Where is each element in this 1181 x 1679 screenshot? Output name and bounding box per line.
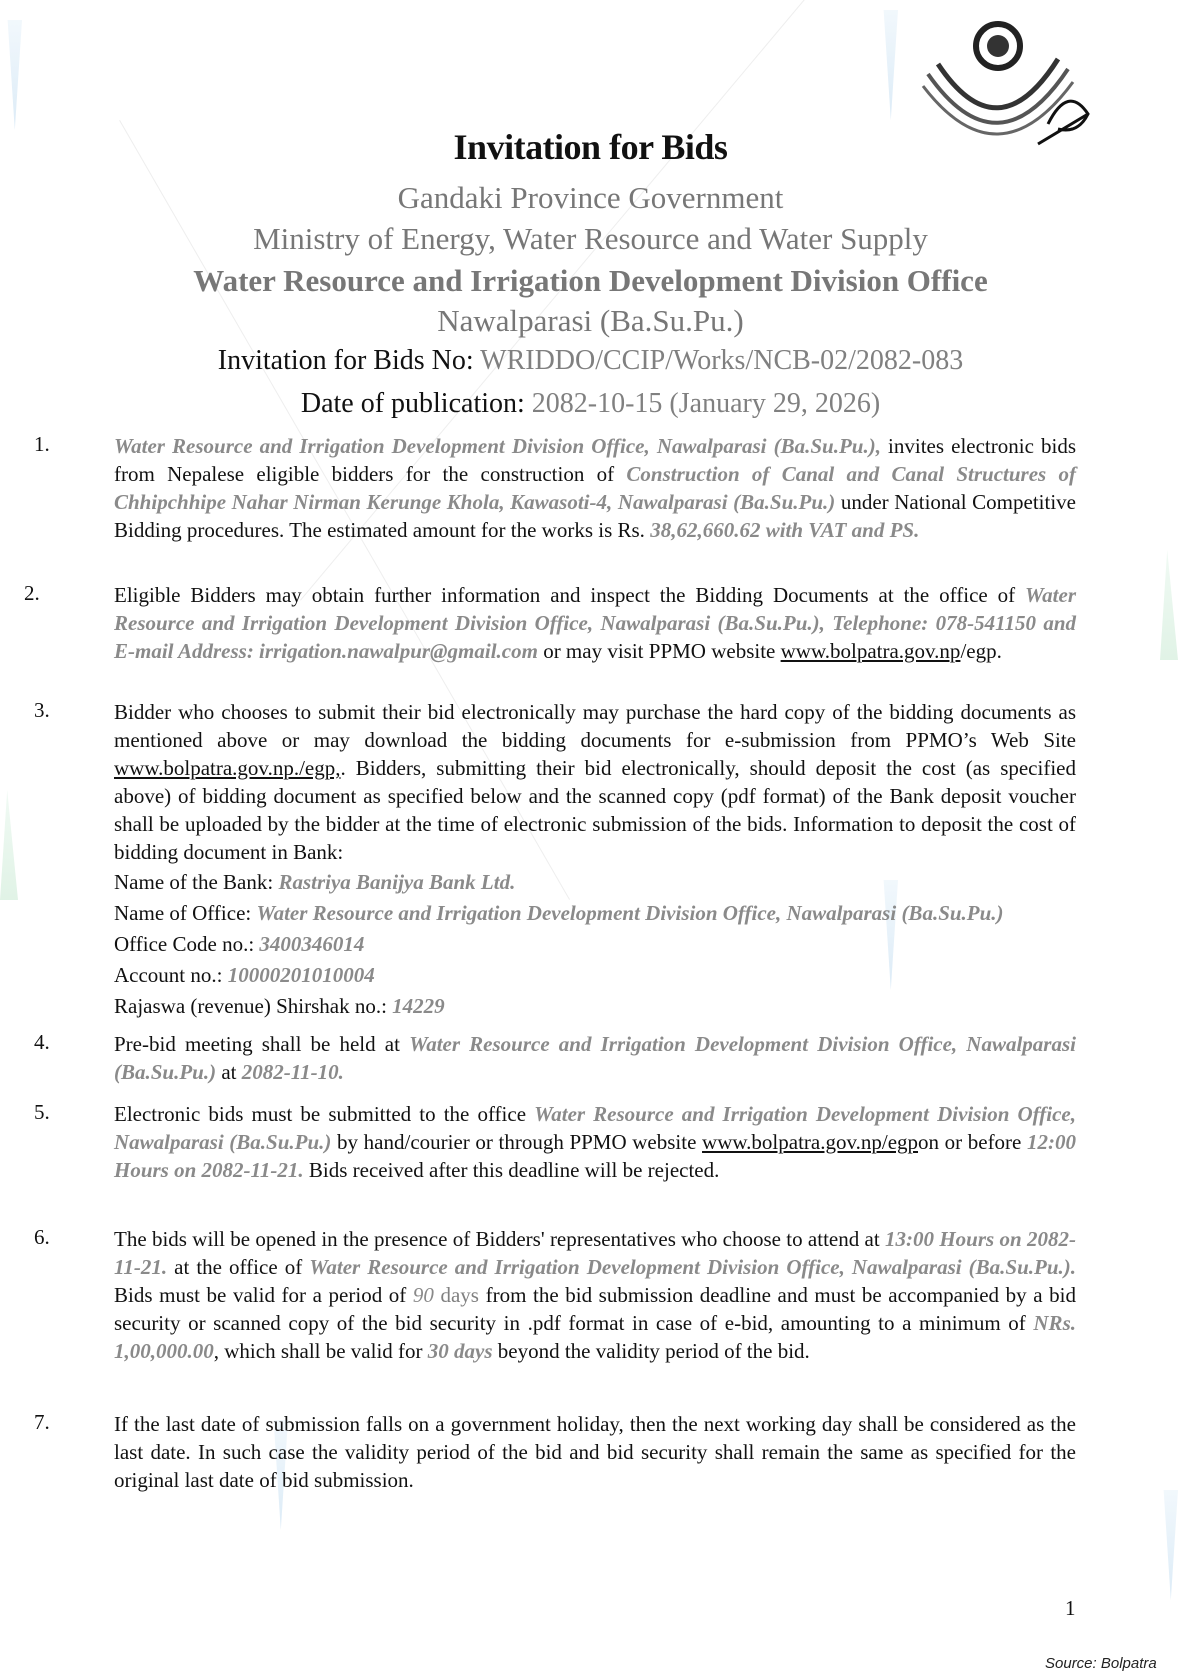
text-run: 30 days	[427, 1339, 493, 1363]
watermark-arrow	[1160, 1490, 1178, 1600]
item-text	[114, 1410, 1076, 1494]
bank-name	[114, 870, 515, 895]
bank-office-code	[114, 932, 364, 957]
text-run: 90	[412, 1283, 434, 1307]
text-run: 38,62,660.62 with VAT and PS.	[650, 518, 920, 542]
ifb-number	[0, 345, 1181, 377]
text-run: NRs. 1,00,000.00	[114, 1311, 1076, 1363]
publication-date	[0, 388, 1181, 420]
text-run: at	[216, 1060, 242, 1084]
item-number: 6.	[34, 1225, 50, 1249]
watermark-arrow	[0, 790, 18, 900]
text-run: beyond the validity period of the bid.	[492, 1339, 810, 1363]
text-run: Pre-bid meeting shall be held at	[114, 1032, 410, 1056]
office-location: Nawalparasi (Ba.Su.Pu.)	[437, 303, 744, 338]
text-run: 13:00 Hours on 2082-11-21.	[114, 1227, 1076, 1279]
date-label: Date of publication:	[300, 388, 532, 419]
watermark-arrow	[880, 880, 898, 990]
text-run: Bidder who chooses to submit their bid electronically may purchase the hard copy of the bidding documents as mentioned above or may download the bidding documents for e-submission from PPMO’s Web Site	[114, 700, 1076, 752]
text-run: Water Resource and Irrigation Development Division Office, Nawalparasi (Ba.Su.Pu.)	[114, 1102, 1077, 1154]
text-run: . Bidders, submitting their bid electronically, should deposit the cost (as specified above) of bidding document as specified below and the scanned copy (pdf format) of the Bank deposit voucher shall be uploaded by the bidder at the time of electronic submission of the bids. Information to deposit the cost of bidding document in Bank:	[114, 756, 1076, 864]
bank-label: Rajaswa (revenue) Shirshak no.:	[114, 994, 393, 1018]
text-run: Bids must be valid for a period of	[114, 1283, 413, 1307]
bank-value: Rastriya Banijya Bank Ltd.	[278, 870, 516, 894]
bank-office	[114, 901, 1004, 926]
text-run: 12:00 Hours on 2082-11-21.	[114, 1130, 1076, 1182]
text-run: by hand/courier or through PPMO website	[331, 1130, 703, 1154]
text-run: at the office of	[167, 1255, 310, 1279]
ifb-value: WRIDDO/CCIP/Works/NCB-02/2082-083	[480, 345, 964, 376]
text-run: Water Resource and Irrigation Development Division Office, Nawalparasi (Ba.Su.Pu.),	[114, 434, 881, 458]
text-run: or may visit PPMO website	[537, 639, 781, 663]
text-run: , which shall be valid for	[213, 1339, 428, 1363]
watermark-arrow	[1160, 550, 1178, 660]
text-run: from the bid submission deadline and must be accompanied by a bid security or scanned copy of the bid security in .pdf format in case of e-bid, amounting to a minimum of	[114, 1283, 1077, 1335]
text-run: under National Competitive Bidding procedures. The estimated amount for the works is Rs.	[114, 490, 1076, 542]
text-run: Water Resource and Irrigation Development Division Office, Nawalparasi (Ba.Su.Pu.)	[114, 1032, 1076, 1084]
item-text	[114, 698, 1076, 866]
text-run: on or before	[918, 1130, 1027, 1154]
bank-value: 3400346014	[259, 932, 365, 956]
ifb-label: Invitation for Bids No:	[217, 345, 481, 376]
bank-account	[114, 963, 375, 988]
text-run: days	[433, 1283, 479, 1307]
bank-label: Office Code no.:	[114, 932, 260, 956]
page-number: 1	[1065, 1596, 1076, 1620]
ministry-name: Ministry of Energy, Water Resource and Water Supply	[253, 221, 928, 256]
website-link[interactable]: www.bolpatra.gov.np/egp	[702, 1130, 919, 1154]
item-number: 3.	[34, 698, 50, 722]
text-run: Electronic bids must be submitted to the office	[114, 1102, 535, 1126]
bank-revenue-head	[114, 994, 445, 1019]
bank-label: Name of the Bank:	[114, 870, 279, 894]
watermark-arrow	[880, 10, 898, 120]
text-run: If the last date of submission falls on a government holiday, then the next working day shall be considered as the last date. In such case the validity period of the bid and bid security shall remain the same as specified for the original last date of bid submission.	[114, 1412, 1076, 1492]
bank-label: Account no.:	[114, 963, 228, 987]
item-number: 4.	[34, 1030, 50, 1054]
office-name: Water Resource and Irrigation Development Division Office	[193, 263, 988, 298]
item-text	[114, 1100, 1076, 1184]
item-text	[114, 432, 1076, 544]
website-link[interactable]: www.bolpatra.gov.np./egp,	[114, 756, 341, 780]
text-run: Construction of Canal and Canal Structures of Chhipchhipe Nahar Nirman Kerunge Khola, Kawasoti-4, Nawalparasi (Ba.Su.Pu.)	[114, 462, 1076, 514]
source-credit: Source: Bolpatra	[1045, 1655, 1157, 1672]
text-run: 2082-11-10.	[241, 1060, 344, 1084]
item-number: 1.	[34, 432, 50, 456]
text-run: Water Resource and Irrigation Development Division Office, Nawalparasi (Ba.Su.Pu.), Telephone: 078-541150 and E-mail Address: irrigation.nawalpur@gmail.com	[114, 583, 1076, 663]
text-run: /egp.	[960, 639, 1002, 663]
item-number: 2.	[24, 581, 40, 605]
date-value: 2082-10-15 (January 29, 2026)	[531, 388, 881, 419]
bank-value: Water Resource and Irrigation Development Division Office, Nawalparasi (Ba.Su.Pu.)	[256, 901, 1004, 925]
item-number: 7.	[34, 1410, 50, 1434]
text-run: Eligible Bidders may obtain further information and inspect the Bidding Documents at the office of	[114, 583, 1026, 607]
bank-label: Name of Office:	[114, 901, 257, 925]
bank-value: 10000201010004	[227, 963, 375, 987]
page-title: Invitation for Bids	[453, 127, 728, 167]
item-text	[114, 581, 1076, 665]
item-text	[114, 1225, 1076, 1365]
text-run: Bids received after this deadline will be rejected.	[303, 1158, 720, 1182]
item-number: 5.	[34, 1100, 50, 1124]
text-run: Water Resource and Irrigation Development Division Office, Nawalparasi (Ba.Su.Pu.).	[309, 1255, 1076, 1279]
government-name: Gandaki Province Government	[397, 180, 784, 215]
website-link[interactable]: www.bolpatra.gov.np	[780, 639, 961, 663]
bank-value: 14229	[392, 994, 445, 1018]
watermark-arrow	[4, 20, 22, 130]
text-run: invites electronic bids from Nepalese eligible bidders for the construction of	[114, 434, 1076, 486]
text-run: The bids will be opened in the presence of Bidders' representatives who choose to attend at	[114, 1227, 886, 1251]
item-text	[114, 1030, 1076, 1086]
